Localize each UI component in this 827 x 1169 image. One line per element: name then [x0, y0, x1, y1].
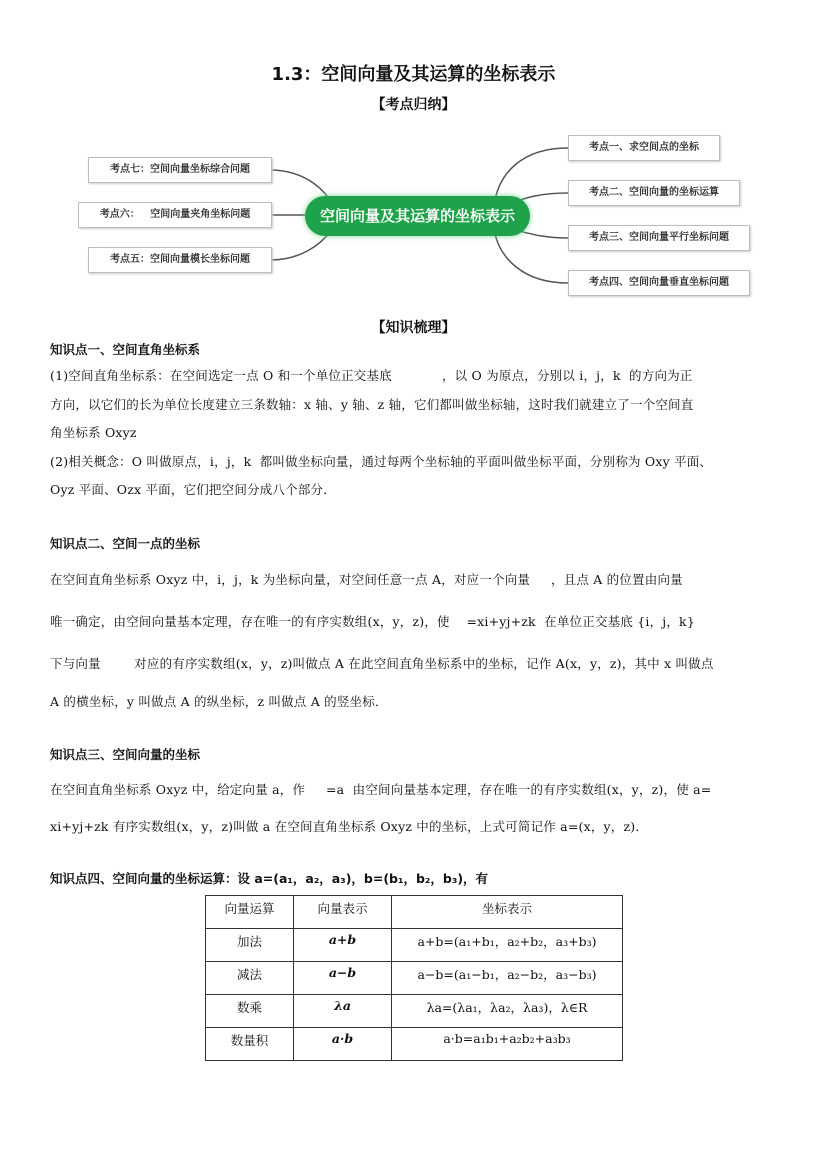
- table-cell: a·b=a₁b₁+a₂b₂+a₃b₃: [392, 1028, 623, 1061]
- table-header-row: [206, 896, 623, 929]
- table-row: [206, 962, 623, 995]
- k1-heading: 知识点一、空间直角坐标系: [50, 342, 201, 357]
- table-cell: λa: [294, 995, 392, 1028]
- mindmap-node-7: 考点七：空间向量坐标综合问题: [88, 157, 272, 183]
- mindmap-node-6: 考点六： 空间向量夹角坐标问题: [78, 202, 272, 228]
- table-row: [206, 995, 623, 1028]
- k1-line: 角坐标系 Oxyz: [50, 425, 137, 440]
- k2-line: 下与向量 对应的有序实数组(x，y，z)叫做点 A 在此空间直角坐标系中的坐标，记作 A(x，y，z)，其中 x 叫做点: [50, 656, 714, 671]
- k2-line: 在空间直角坐标系 Oxyz 中，i，j，k 为坐标向量，对空间任意一点 A，对应一个向量 ，且点 A 的位置由向量: [50, 572, 683, 587]
- mindmap-node-5: 考点五：空间向量模长坐标问题: [88, 247, 272, 273]
- table-cell: a−b=(a₁−b₁，a₂−b₂，a₃−b₃): [392, 962, 623, 995]
- section-knowledge: 【知识梳理】: [371, 320, 456, 336]
- mindmap-node-1: 考点一、求空间点的坐标: [568, 135, 720, 161]
- table-cell: 数量积: [206, 1028, 294, 1061]
- k1-line: (2)相关概念：O 叫做原点，i，j，k 都叫做坐标向量，通过每两个坐标轴的平面叫做坐标平面，分别称为 Oxy 平面、: [50, 454, 713, 469]
- section-exam-points: 【考点归纳】: [371, 97, 456, 113]
- table-header: 向量表示: [294, 896, 392, 929]
- k3-heading: 知识点三、空间向量的坐标: [50, 747, 201, 762]
- table-cell: 减法: [206, 962, 294, 995]
- table-cell: a−b: [294, 962, 392, 995]
- mindmap-node-2: 考点二、空间向量的坐标运算: [568, 180, 740, 206]
- k3-line: 在空间直角坐标系 Oxyz 中，给定向量 a，作 =a 由空间向量基本定理，存在唯一的有序实数组(x，y，z)，使 a=: [50, 782, 712, 797]
- mindmap-center: 空间向量及其运算的坐标表示: [305, 196, 530, 236]
- mindmap-node-4: 考点四、空间向量垂直坐标问题: [568, 270, 750, 296]
- table-header: 向量运算: [206, 896, 294, 929]
- page-title: 1.3：空间向量及其运算的坐标表示: [271, 64, 556, 85]
- k3-line: xi+yj+zk 有序实数组(x，y，z)叫做 a 在空间直角坐标系 Oxyz 中的坐标，上式可简记作 a=(x，y，z)．: [50, 819, 649, 834]
- k2-line: 唯一确定，由空间向量基本定理，存在唯一的有序实数组(x，y，z)，使 =xi+yj+zk 在单位正交基底 {i，j，k}: [50, 614, 695, 629]
- k4-heading: 知识点四、空间向量的坐标运算：设 a=(a₁，a₂，a₃)，b=(b₁，b₂，b₃)，有: [50, 871, 489, 886]
- table-row: [206, 1028, 623, 1061]
- mindmap-node-3: 考点三、空间向量平行坐标问题: [568, 225, 750, 251]
- k2-line: A 的横坐标，y 叫做点 A 的纵坐标，z 叫做点 A 的竖坐标．: [50, 694, 388, 709]
- table-cell: λa=(λa₁，λa₂，λa₃)，λ∈R: [392, 995, 623, 1028]
- k1-line: Oyz 平面、Ozx 平面，它们把空间分成八个部分．: [50, 482, 336, 497]
- k1-line: (1)空间直角坐标系：在空间选定一点 O 和一个单位正交基底 ，以 O 为原点，分别以 i，j，k 的方向为正: [50, 368, 693, 383]
- coordinate-operations-table: [205, 895, 623, 1061]
- table-cell: 数乘: [206, 995, 294, 1028]
- k1-line: 方向，以它们的长为单位长度建立三条数轴：x 轴、y 轴、z 轴，它们都叫做坐标轴，这时我们就建立了一个空间直: [50, 397, 694, 412]
- table-cell: a+b: [294, 929, 392, 962]
- table-cell: 加法: [206, 929, 294, 962]
- table-cell: a+b=(a₁+b₁，a₂+b₂，a₃+b₃): [392, 929, 623, 962]
- table-header: 坐标表示: [392, 896, 623, 929]
- k2-heading: 知识点二、空间一点的坐标: [50, 536, 201, 551]
- table-row: [206, 929, 623, 962]
- table-cell: a·b: [294, 1028, 392, 1061]
